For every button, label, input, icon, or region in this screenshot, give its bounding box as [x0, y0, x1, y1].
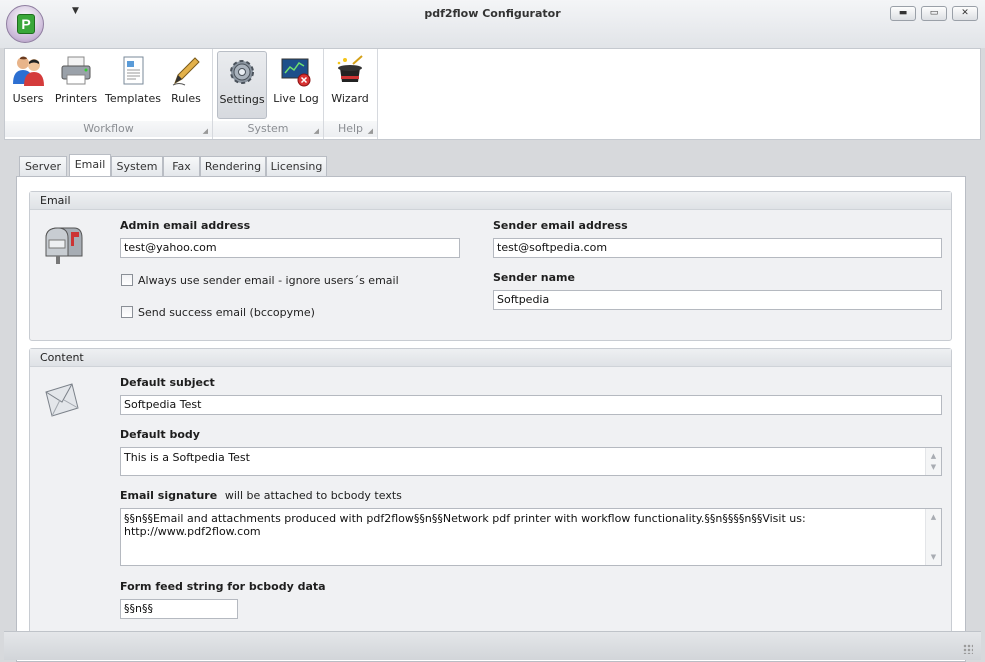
- default-body-label: Default body: [120, 428, 200, 441]
- templates-button[interactable]: [104, 51, 162, 119]
- admin-email-input[interactable]: test@yahoo.com: [120, 238, 460, 258]
- printers-button[interactable]: [52, 51, 100, 119]
- mailbox-icon: [40, 222, 84, 266]
- scroll-down-icon[interactable]: ▼: [930, 463, 937, 471]
- tab-server[interactable]: Server: [19, 156, 67, 177]
- group-label-workflow: Workflow: [5, 121, 212, 137]
- signature-scrollbar[interactable]: [925, 509, 941, 565]
- ribbon-group-help: [324, 49, 378, 139]
- live-log-button[interactable]: [271, 51, 321, 119]
- always-use-sender-label: Always use sender email - ignore users´s email: [138, 274, 399, 287]
- email-signature-label-text: Email signature: [120, 489, 218, 502]
- settings-gear-icon: [225, 55, 259, 89]
- email-signature-text: §§n§§Email and attachments produced with pdf2flow§§n§§Network pdf printer with workflow functionality.§§n§§§§n§§Visit us: http://www.pdf2flow.com: [124, 512, 806, 538]
- sender-name-input[interactable]: Softpedia: [493, 290, 942, 310]
- close-button[interactable]: ✕: [952, 6, 978, 21]
- users-label: Users: [12, 92, 44, 105]
- body-scrollbar[interactable]: [925, 448, 941, 475]
- minimize-button[interactable]: ▬: [890, 6, 916, 21]
- ribbon: [4, 48, 981, 140]
- app-logo-icon: P: [17, 14, 35, 34]
- live-log-label: Live Log: [273, 92, 319, 105]
- resize-grip-icon[interactable]: [963, 644, 973, 654]
- tab-fax[interactable]: Fax: [163, 156, 200, 177]
- send-success-label: Send success email (bccopyme): [138, 306, 315, 319]
- default-subject-label: Default subject: [120, 376, 215, 389]
- printer-icon: [59, 54, 93, 88]
- always-use-sender-checkbox[interactable]: [121, 274, 133, 286]
- tab-system[interactable]: System: [111, 156, 163, 177]
- wizard-label: Wizard: [331, 92, 369, 105]
- settings-label: Settings: [219, 93, 265, 106]
- sender-email-label: Sender email address: [493, 219, 628, 232]
- live-log-icon: [279, 54, 313, 88]
- content-panel-heading: Content: [30, 349, 951, 367]
- settings-button[interactable]: [217, 51, 267, 119]
- users-icon: [11, 54, 45, 88]
- default-subject-input[interactable]: Softpedia Test: [120, 395, 942, 415]
- wizard-button[interactable]: [327, 51, 373, 119]
- default-body-text: This is a Softpedia Test: [124, 451, 250, 464]
- group-launcher-icon[interactable]: ◢: [313, 127, 319, 135]
- group-label-system: System: [213, 121, 323, 137]
- form-feed-input[interactable]: §§n§§: [120, 599, 238, 619]
- default-body-textarea[interactable]: [120, 447, 942, 476]
- group-launcher-icon[interactable]: ◢: [367, 127, 373, 135]
- template-icon: [116, 54, 150, 88]
- wizard-hat-icon: [333, 54, 367, 88]
- email-signature-label: [120, 489, 402, 502]
- email-signature-textarea[interactable]: [120, 508, 942, 566]
- form-feed-label: Form feed string for bcbody data: [120, 580, 326, 593]
- tab-email[interactable]: Email: [69, 154, 111, 176]
- email-signature-note: will be attached to bcbody texts: [224, 489, 402, 502]
- templates-label: Templates: [105, 92, 161, 105]
- sender-email-input[interactable]: test@softpedia.com: [493, 238, 942, 258]
- rules-pen-icon: [169, 54, 203, 88]
- envelope-icon: [42, 378, 82, 420]
- title-bar: [0, 0, 985, 48]
- email-panel-heading: Email: [30, 192, 951, 210]
- printers-label: Printers: [54, 92, 98, 105]
- admin-email-label: Admin email address: [120, 219, 251, 232]
- ribbon-group-workflow: [5, 49, 213, 139]
- scroll-up-icon[interactable]: ▲: [930, 452, 937, 460]
- rules-label: Rules: [171, 92, 201, 105]
- send-success-checkbox[interactable]: [121, 306, 133, 318]
- tab-rendering[interactable]: Rendering: [200, 156, 266, 177]
- rules-button[interactable]: [165, 51, 207, 119]
- group-launcher-icon[interactable]: ◢: [202, 127, 208, 135]
- window-title: pdf2flow Configurator: [424, 7, 561, 20]
- ribbon-group-system: [213, 49, 324, 139]
- quick-access-dropdown-icon[interactable]: ▼: [72, 6, 79, 16]
- sender-name-label: Sender name: [493, 271, 575, 284]
- users-button[interactable]: [8, 51, 48, 119]
- group-label-help: Help: [324, 121, 377, 137]
- scroll-down-icon[interactable]: ▼: [930, 553, 937, 561]
- maximize-button[interactable]: ▭: [921, 6, 947, 21]
- scroll-up-icon[interactable]: ▲: [930, 513, 937, 521]
- tab-licensing[interactable]: Licensing: [266, 156, 327, 177]
- status-bar: [4, 631, 981, 660]
